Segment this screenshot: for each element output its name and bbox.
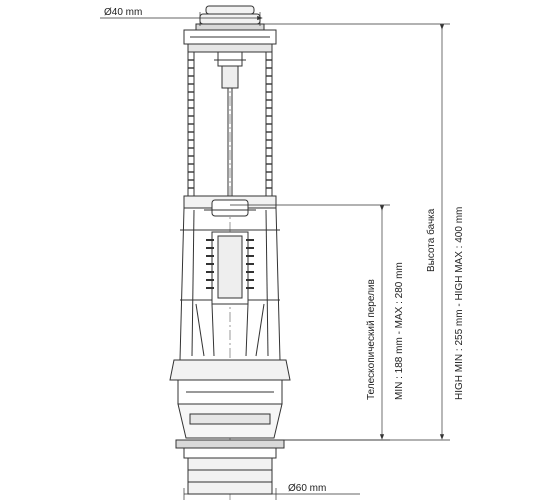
inner-float bbox=[212, 232, 248, 304]
bottom-diameter-label: Ø60 mm bbox=[288, 483, 327, 494]
tank-title: Высота бачка bbox=[426, 208, 437, 272]
top-diameter-label: Ø40 mm bbox=[104, 7, 143, 18]
overflow-range: MIN : 188 mm - MAX : 280 mm bbox=[394, 262, 405, 400]
top-mechanism bbox=[214, 52, 246, 88]
tank-range: HIGH MIN : 255 mm - HIGH MAX : 400 mm bbox=[454, 206, 465, 400]
base-housing bbox=[170, 360, 290, 438]
outlet-seal bbox=[176, 440, 284, 494]
mid-connector bbox=[184, 196, 276, 216]
rail-ticks-left bbox=[188, 60, 194, 188]
overflow-title: Телескопический перелив bbox=[366, 279, 377, 400]
top-cap bbox=[184, 30, 276, 52]
rail-ticks-right bbox=[266, 60, 272, 188]
dim-tank-height bbox=[262, 24, 450, 440]
